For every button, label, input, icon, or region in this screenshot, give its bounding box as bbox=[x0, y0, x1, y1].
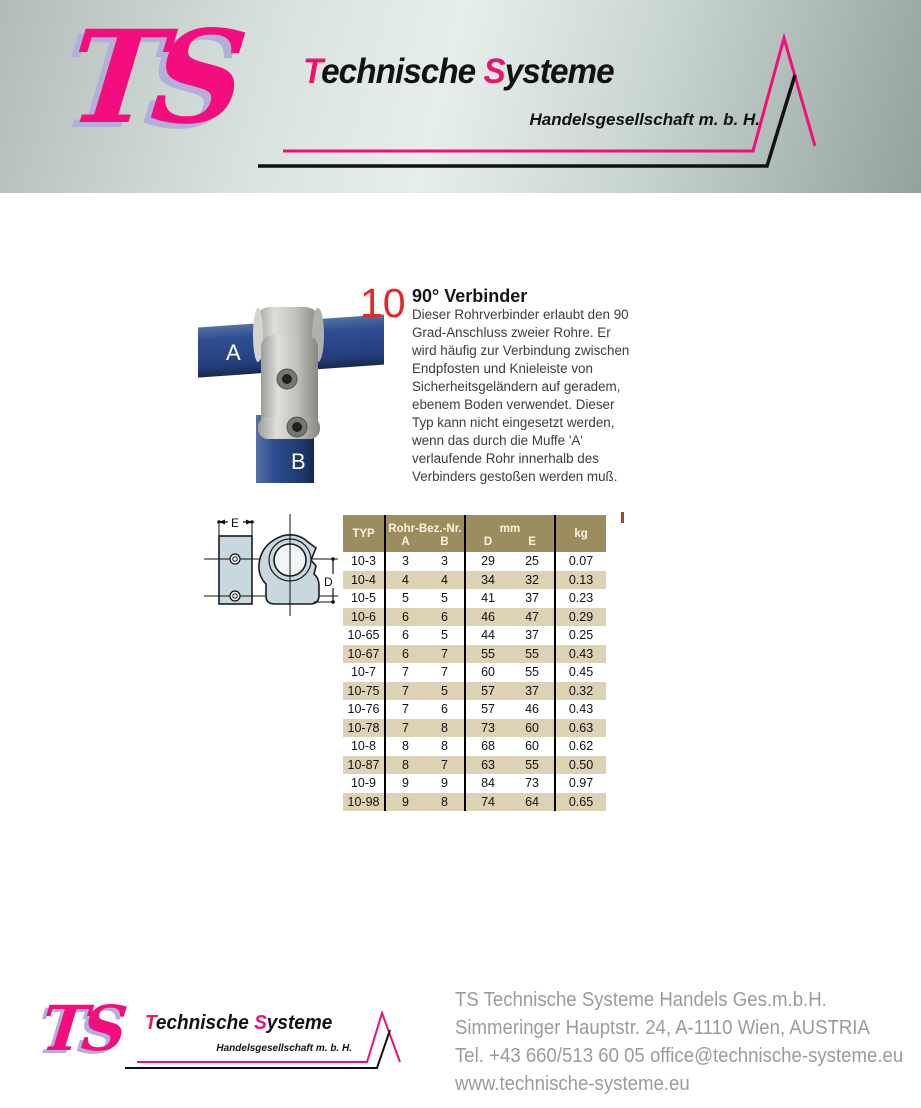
cell-e: 60 bbox=[510, 737, 555, 756]
cell-typ: 10-98 bbox=[343, 793, 385, 812]
connector-body bbox=[253, 307, 324, 439]
footer-phone-email-line: Tel. +43 660/513 60 05 office@technische-systeme.eu bbox=[455, 1045, 904, 1067]
cell-e: 37 bbox=[510, 682, 555, 701]
table-row bbox=[343, 626, 606, 645]
cell-b: 8 bbox=[425, 793, 465, 812]
cell-kg: 0.50 bbox=[555, 756, 606, 775]
footer-brand-subtitle: Handelsgesellschaft m. b. H. bbox=[216, 1043, 352, 1054]
header-banner bbox=[0, 0, 921, 193]
drawing-label-e: E bbox=[231, 516, 240, 530]
product-description: Dieser Rohrverbinder erlaubt den 90 Grad-Anschluss zweier Rohre. Er wird häufig zur Verbindung zwischen Endpfosten und Knieleiste von Sicherheitsgeländern auf geradem, ebenem Boden verwendet. Dieser Typ kann nicht eingesetzt werden, wenn das durch die Muffe 'A' verlaufende Rohr innerhalb des Verbinders gestoßen werden muß. bbox=[412, 307, 630, 484]
cell-e: 47 bbox=[510, 608, 555, 627]
cell-b: 7 bbox=[425, 645, 465, 664]
cell-typ: 10-76 bbox=[343, 700, 385, 719]
cell-typ: 10-4 bbox=[343, 571, 385, 590]
cell-b: 6 bbox=[425, 700, 465, 719]
cell-e: 37 bbox=[510, 589, 555, 608]
col-header-rohr: Rohr-Bez.-Nr. bbox=[385, 515, 465, 536]
cell-typ: 10-8 bbox=[343, 737, 385, 756]
footer-contact-block bbox=[455, 986, 903, 1098]
cell-b: 8 bbox=[425, 719, 465, 738]
photo-label-b: B bbox=[291, 449, 306, 474]
drawing-label-d: D bbox=[324, 575, 333, 589]
col-header-mm: mm bbox=[465, 515, 555, 536]
cell-b: 9 bbox=[425, 774, 465, 793]
cell-kg: 0.62 bbox=[568, 739, 594, 753]
cell-a: 6 bbox=[385, 645, 425, 664]
cell-d: 73 bbox=[465, 719, 510, 738]
table-row bbox=[343, 645, 606, 664]
cell-a: 7 bbox=[385, 719, 425, 738]
cell-e: 37 bbox=[510, 626, 555, 645]
cell-d: 41 bbox=[481, 591, 495, 605]
cell-e: 25 bbox=[510, 552, 555, 571]
cell-a: 6 bbox=[385, 608, 425, 627]
cell-kg: 0.45 bbox=[568, 665, 594, 679]
footer-brand-initial-t: T bbox=[145, 1012, 156, 1034]
cell-typ: 10-3 bbox=[343, 552, 385, 571]
brand-title-initial-s: S bbox=[483, 52, 505, 91]
footer-ts-logo: TS bbox=[38, 992, 125, 1065]
cell-b: 7 bbox=[425, 663, 465, 682]
cell-d: 46 bbox=[465, 608, 510, 627]
cell-a: 7 bbox=[402, 665, 409, 679]
cell-d: 74 bbox=[465, 793, 510, 812]
cell-a: 9 bbox=[385, 793, 425, 812]
cell-a: 7 bbox=[385, 682, 425, 701]
cell-kg: 0.43 bbox=[568, 702, 594, 716]
cell-kg: 0.43 bbox=[555, 645, 606, 664]
cell-kg: 0.23 bbox=[568, 591, 594, 605]
cell-typ: 10-67 bbox=[343, 645, 385, 664]
cell-typ: 10-78 bbox=[343, 719, 385, 738]
col-header-d: D bbox=[465, 536, 510, 552]
cell-typ: 10-7 bbox=[343, 663, 385, 682]
table-row bbox=[343, 719, 606, 738]
footer-brand-rest2: ysteme bbox=[266, 1012, 333, 1034]
cell-b: 3 bbox=[425, 552, 465, 571]
col-header-typ: TYP bbox=[343, 515, 385, 552]
cell-b: 5 bbox=[425, 626, 465, 645]
cell-e: 73 bbox=[510, 774, 555, 793]
cell-typ: 10-75 bbox=[343, 682, 385, 701]
table-row bbox=[343, 756, 606, 775]
cell-a: 6 bbox=[402, 628, 409, 642]
cell-d: 34 bbox=[465, 571, 510, 590]
footer-company-line: TS Technische Systeme Handels Ges.m.b.H. bbox=[455, 989, 827, 1011]
footer-address-line: Simmeringer Hauptstr. 24, A-1110 Wien, AUSTRIA bbox=[455, 1017, 870, 1039]
cell-a: 7 bbox=[402, 702, 409, 716]
product-number: 10 bbox=[360, 280, 406, 326]
brand-subtitle: Handelsgesellschaft m. b. H. bbox=[529, 110, 760, 129]
cell-d: 63 bbox=[465, 756, 510, 775]
cell-typ: 10-65 bbox=[343, 626, 385, 645]
product-photo bbox=[198, 297, 384, 483]
cell-b: 6 bbox=[425, 608, 465, 627]
cell-a: 8 bbox=[402, 739, 409, 753]
cell-e: 55 bbox=[510, 645, 555, 664]
spec-table bbox=[343, 515, 606, 811]
cell-typ: 10-6 bbox=[343, 608, 385, 627]
brand-title-rest2: ysteme bbox=[504, 52, 614, 91]
table-row bbox=[343, 552, 606, 571]
footer-logo-zigzag-icon bbox=[115, 1005, 410, 1075]
cell-kg: 0.65 bbox=[555, 793, 606, 812]
cell-d: 29 bbox=[481, 554, 495, 568]
cell-kg: 0.97 bbox=[568, 776, 594, 790]
brand-title-initial-t: T bbox=[303, 52, 322, 91]
cell-d: 57 bbox=[465, 682, 510, 701]
spec-table-body bbox=[343, 552, 606, 811]
technical-drawing bbox=[202, 502, 342, 624]
col-header-e: E bbox=[510, 536, 555, 552]
col-header-kg: kg bbox=[555, 515, 606, 552]
footer-brand-initial-s: S bbox=[254, 1012, 267, 1034]
cell-d: 84 bbox=[481, 776, 495, 790]
table-row bbox=[343, 737, 606, 756]
cell-d: 44 bbox=[481, 628, 495, 642]
table-row bbox=[343, 793, 606, 812]
cell-d: 57 bbox=[481, 702, 495, 716]
cell-e: 55 bbox=[510, 756, 555, 775]
cell-b: 5 bbox=[425, 682, 465, 701]
table-row bbox=[343, 774, 606, 793]
cell-a: 5 bbox=[402, 591, 409, 605]
cell-typ: 10-9 bbox=[343, 774, 385, 793]
cell-kg: 0.25 bbox=[568, 628, 594, 642]
cell-kg: 0.29 bbox=[555, 608, 606, 627]
product-title: 90° Verbinder bbox=[412, 286, 528, 306]
col-header-a: A bbox=[385, 536, 425, 552]
cell-kg: 0.63 bbox=[555, 719, 606, 738]
cell-e: 32 bbox=[510, 571, 555, 590]
spec-table-container bbox=[343, 515, 606, 811]
cell-d: 60 bbox=[481, 665, 495, 679]
brand-title-rest1: echnische bbox=[321, 52, 484, 91]
cell-b: 5 bbox=[425, 589, 465, 608]
table-row bbox=[343, 700, 606, 719]
cell-typ: 10-5 bbox=[343, 589, 385, 608]
cell-b: 8 bbox=[425, 737, 465, 756]
table-row bbox=[343, 571, 606, 590]
cell-a: 8 bbox=[385, 756, 425, 775]
photo-label-a: A bbox=[226, 340, 241, 365]
cell-b: 4 bbox=[425, 571, 465, 590]
cell-a: 9 bbox=[402, 776, 409, 790]
logo-zigzag-icon bbox=[250, 25, 830, 175]
cell-typ: 10-87 bbox=[343, 756, 385, 775]
footer-brand-rest1: echnische bbox=[155, 1012, 255, 1034]
cell-kg: 0.13 bbox=[555, 571, 606, 590]
footer-website-line: www.technische-systeme.eu bbox=[455, 1073, 690, 1095]
cell-e: 46 bbox=[510, 700, 555, 719]
table-row bbox=[343, 589, 606, 608]
cell-e: 55 bbox=[510, 663, 555, 682]
ts-logo: TS bbox=[62, 3, 242, 153]
table-row bbox=[343, 608, 606, 627]
cell-b: 7 bbox=[425, 756, 465, 775]
table-row bbox=[343, 682, 606, 701]
cell-e: 64 bbox=[510, 793, 555, 812]
col-header-b: B bbox=[425, 536, 465, 552]
cell-e: 60 bbox=[510, 719, 555, 738]
cell-d: 55 bbox=[465, 645, 510, 664]
cell-a: 3 bbox=[402, 554, 409, 568]
table-row bbox=[343, 663, 606, 682]
cell-d: 68 bbox=[481, 739, 495, 753]
page-edge-mark bbox=[621, 512, 624, 523]
cell-kg: 0.07 bbox=[568, 554, 594, 568]
cell-a: 4 bbox=[385, 571, 425, 590]
cell-kg: 0.32 bbox=[555, 682, 606, 701]
